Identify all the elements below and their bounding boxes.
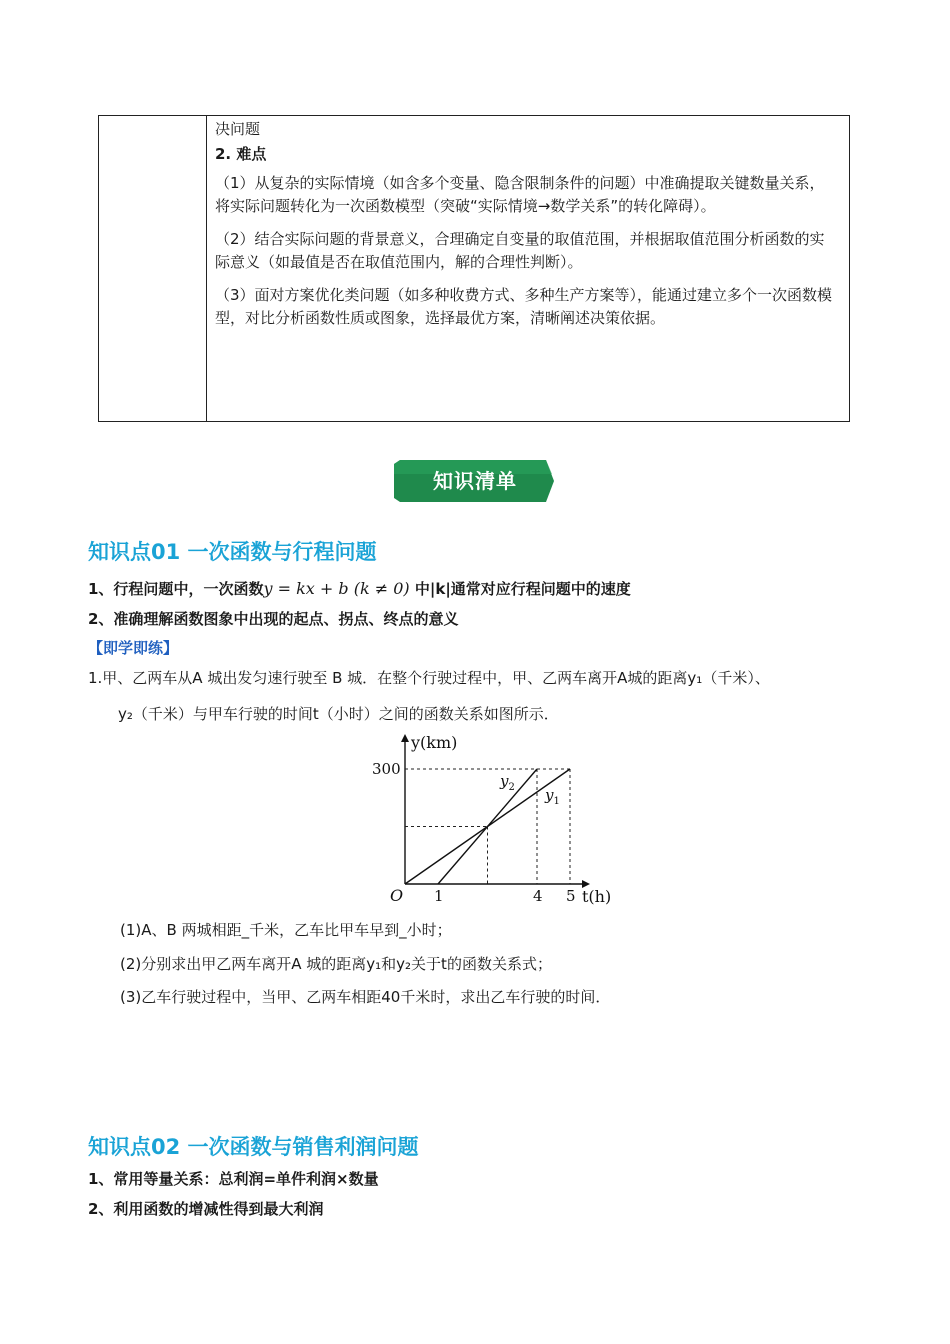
- question-3: (3)乙车行驶过程中，当甲、乙两车相距40千米时，求出乙车行驶的时间．: [120, 988, 611, 1006]
- banner-label: 知识清单: [433, 469, 517, 493]
- kp1-line1-suffix: 中|k|通常对应行程问题中的速度: [414, 580, 631, 598]
- x-tick-label-5: 5: [566, 887, 576, 905]
- y-axis-arrow: [401, 734, 409, 742]
- x-tick-label-1: 1: [434, 887, 444, 905]
- series-label-1: $y_1$: [545, 786, 560, 807]
- practice-label: 【即学即练】: [88, 639, 179, 657]
- difficulty-point-3: （3）面对方案优化类问题（如多种收费方式、多种生产方案等），能通过建立多个一次函数模型，对比分析函数性质或图象，选择最优方案，清晰阐述决策依据。: [215, 286, 833, 327]
- y-tick-label-300: 300: [372, 760, 401, 778]
- question-1: (1)A、B 两城相距_千米，乙车比甲车早到_小时；: [120, 921, 452, 939]
- kp1-title: 知识点01 一次函数与行程问题: [88, 540, 377, 564]
- series-label-2: $y_2$: [500, 772, 515, 793]
- table-continuation-text: 决问题: [215, 120, 261, 138]
- y-axis-label: y(km): [411, 733, 458, 752]
- series-line-2: [438, 769, 537, 884]
- difficulty-table: [98, 115, 850, 422]
- kp1-line2: 2、准确理解函数图象中出现的起点、拐点、终点的意义: [88, 610, 459, 628]
- kp1-line1-prefix: 1、行程问题中，一次函数: [88, 580, 264, 598]
- x-tick-label-4: 4: [533, 887, 543, 905]
- table-column-divider: [206, 116, 207, 421]
- kp2-title: 知识点02 一次函数与销售利润问题: [88, 1135, 419, 1159]
- difficulty-heading: 2. 难点: [215, 145, 267, 163]
- kp2-line2: 2、利用函数的增减性得到最大利润: [88, 1200, 324, 1218]
- problem-line2: y₂（千米）与甲车行驶的时间t（小时）之间的函数关系如图所示．: [118, 705, 559, 723]
- distance-time-chart: [360, 728, 620, 910]
- problem-line1: 1.甲、乙两车从A 城出发匀速行驶至 B 城．在整个行驶过程中，甲、乙两车离开A城的距离y₁（千米）、: [88, 669, 770, 687]
- table-content-cell: [215, 118, 835, 340]
- question-2: (2)分别求出甲乙两车离开A 城的距离y₁和y₂关于t的函数关系式；: [120, 955, 552, 973]
- kp1-line1: [88, 578, 631, 599]
- kp1-line1-formula: y = kx + b (k ≠ 0): [263, 579, 410, 598]
- x-axis-label: t(h): [582, 887, 612, 906]
- difficulty-point-2: （2）结合实际问题的背景意义，合理确定自变量的取值范围，并根据取值范围分析函数的实际意义（如最值是否在取值范围内，解的合理性判断）。: [215, 230, 825, 271]
- origin-label: O: [390, 886, 404, 905]
- difficulty-point-1: （1）从复杂的实际情境（如含多个变量、隐含限制条件的问题）中准确提取关键数量关系，将实际问题转化为一次函数模型（突破“实际情境→数学关系”的转化障碍）。: [215, 174, 825, 215]
- kp2-line1: 1、常用等量关系：总利润=单件利润×数量: [88, 1170, 379, 1188]
- knowledge-list-banner: [394, 458, 556, 504]
